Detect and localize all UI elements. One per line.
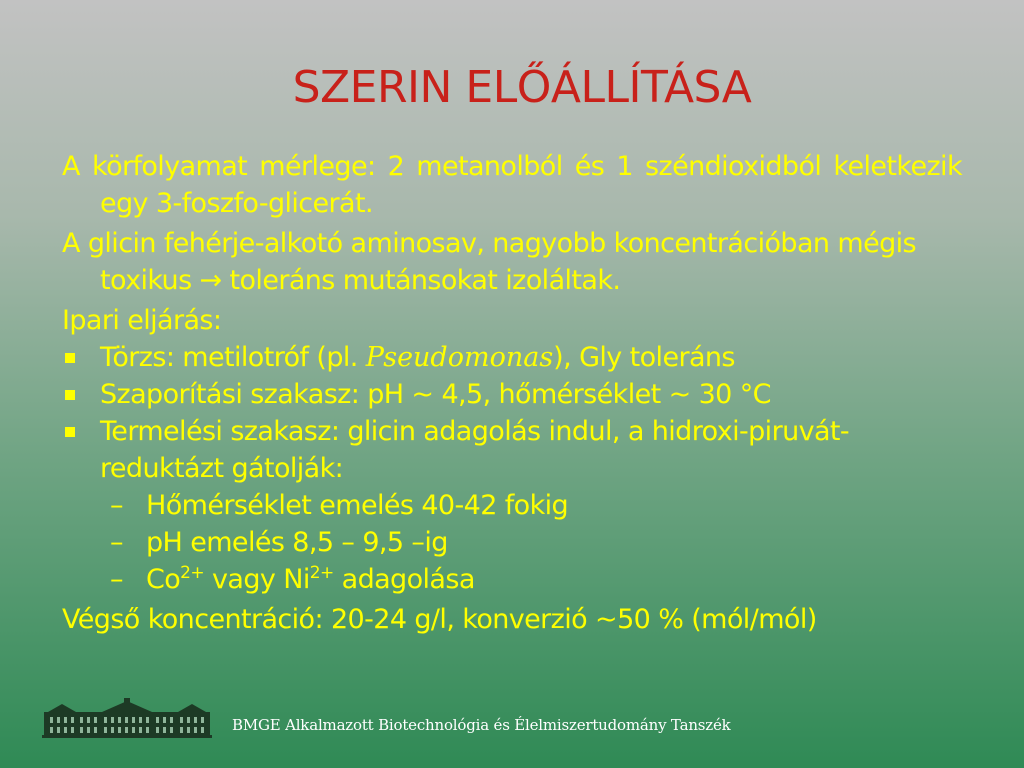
bullet-production-phase-text: Termelési szakasz: glicin adagolás indul, a hidroxi-piruvát-reduktázt gátolják: xyxy=(100,416,850,484)
slide-body xyxy=(62,148,962,638)
bullet-strain-species: Pseudomonas xyxy=(365,342,554,373)
paragraph-industrial-process: Ipari eljárás: xyxy=(62,305,222,336)
bullet-strain xyxy=(62,339,962,376)
subitem-metal-ions xyxy=(62,561,962,598)
square-bullet-icon xyxy=(65,390,75,400)
dash-bullet-icon: – xyxy=(110,527,123,558)
subitem-ph xyxy=(62,524,962,561)
dash-bullet-icon: – xyxy=(110,564,123,595)
slide-title: SZERIN ELŐÁLLÍTÁSA xyxy=(292,62,752,113)
university-building-logo xyxy=(42,698,212,750)
subitem-temperature xyxy=(62,487,962,524)
dash-bullet-icon: – xyxy=(110,490,123,521)
subitem-temperature-text: Hőmérséklet emelés 40-42 fokig xyxy=(146,490,569,521)
bullet-growth-phase-text: Szaporítási szakasz: pH ~ 4,5, hőmérséklet ~ 30 °C xyxy=(100,379,771,410)
square-bullet-icon xyxy=(65,353,75,363)
bullet-strain-text-before: Törzs: metilotróf (pl. xyxy=(100,342,366,373)
subitem-ph-text: pH emelés 8,5 – 9,5 –ig xyxy=(146,527,448,558)
bullet-growth-phase xyxy=(62,376,962,413)
bullet-production-phase xyxy=(62,413,962,487)
footer xyxy=(42,698,942,750)
paragraph-final-concentration: Végső koncentráció: 20-24 g/l, konverzió ~50 % (mól/mól) xyxy=(62,604,817,635)
paragraph-cycle-balance: A körfolyamat mérlege: 2 metanolból és 1 széndioxidból keletkezik egy 3-foszfo-glicerát. xyxy=(62,151,962,219)
subitem-co-charge: 2+ xyxy=(180,563,205,583)
subitem-ni: vagy Ni xyxy=(204,564,310,595)
subitem-co: Co xyxy=(146,564,181,595)
subitem-ni-charge: 2+ xyxy=(309,563,334,583)
square-bullet-icon xyxy=(65,427,75,437)
paragraph-glycine-toxicity: A glicin fehérje-alkotó aminosav, nagyobb koncentrációban mégis toxikus → toleráns mutánsokat izoláltak. xyxy=(62,228,917,296)
bullet-strain-text-after: ), Gly toleráns xyxy=(553,342,735,373)
footer-department-text: BMGE Alkalmazott Biotechnológia és Élelmiszertudomány Tanszék xyxy=(232,716,731,734)
subitem-metal-ions-end: adagolása xyxy=(333,564,475,595)
